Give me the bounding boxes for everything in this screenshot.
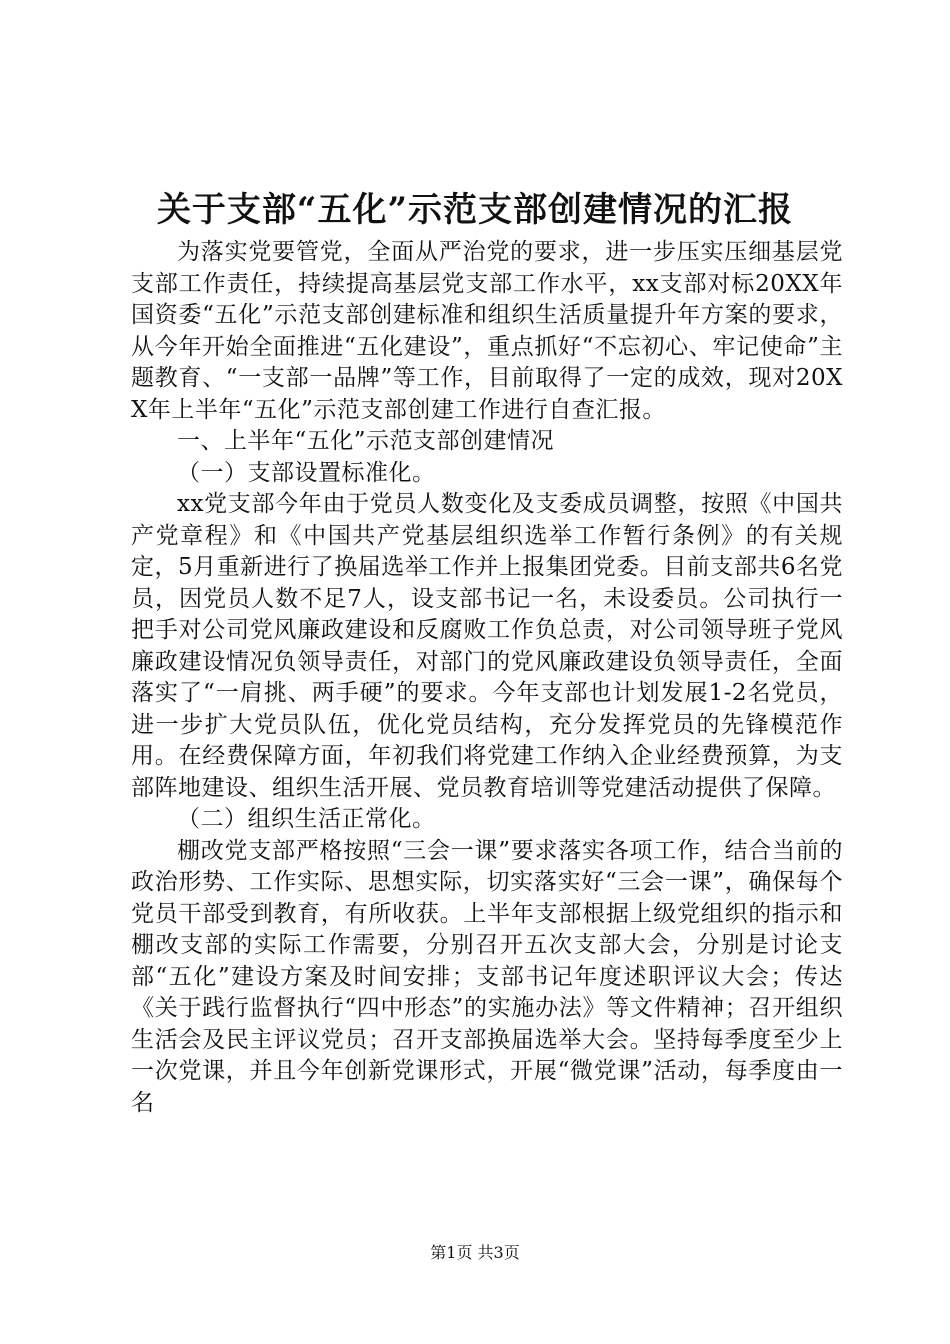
document-body: [131, 237, 843, 1119]
subsection-heading-2: （二）组织生活正常化。: [177, 806, 436, 832]
page-footer: 第1页 共3页: [430, 1243, 520, 1262]
subsection-heading-1: （一）支部设置标准化。: [177, 459, 436, 486]
intro-paragraph: 为落实党要管党，全面从严治党的要求，进一步压实压细基层党支部工作责任，持续提高基层党支部工作水平，xx支部对标20XX年国资委“五化”示范支部创建标准和组织生活质量提升年方案的要求，从今年开始全面推进“五化建设”，重点抓好“不忘初心、牢记使命”主题教育、“一支部一品牌”等工作，目前取得了一定的成效，现对20XX年上半年“五化”示范支部创建工作进行自查汇报。: [131, 239, 843, 423]
paragraph-organization-life: 棚改党支部严格按照“三会一课”要求落实各项工作，结合当前的政治形势、工作实际、思想实际，切实落实好“三会一课”，确保每个党员干部受到教育，有所收获。上半年支部根据上级党组织的指示和棚改支部的实际工作需要，分别召开五次支部大会，分别是讨论支部“五化”建设方案及时间安排；支部书记年度述职评议大会；传达《关于践行监督执行“四中形态”的实施办法》等文件精神；召开组织生活会及民主评议党员；召开支部换届选举大会。坚持每季度至少上一次党课，并且今年创新党课形式，开展“微党课”活动，每季度由一名: [131, 837, 843, 1116]
paragraph-branch-setup: xx党支部今年由于党员人数变化及支委成员调整，按照《中国共产党章程》和《中国共产党基层组织选举工作暂行条例》的有关规定，5月重新进行了换届选举工作并上报集团党委。目前支部共6名党员，因党员人数不足7人，设支部书记一名，未设委员。公司执行一把手对公司党风廉政建设和反腐败工作负总责，对公司领导班子党风廉政建设情况负领导责任，对部门的党风廉政建设负领导责任，全面落实了“一肩挑、两手硬”的要求。今年支部也计划发展1-2名党员，进一步扩大党员队伍，优化党员结构，充分发挥党员的先锋模范作用。在经费保障方面，年初我们将党建工作纳入企业经费预算，为支部阵地建设、组织生活开展、党员教育培训等党建活动提供了保障。: [131, 491, 843, 801]
document-title: 关于支部“五化”示范支部创建情况的汇报: [156, 190, 794, 230]
section-heading-1: 一、上半年“五化”示范支部创建情况: [177, 428, 555, 454]
